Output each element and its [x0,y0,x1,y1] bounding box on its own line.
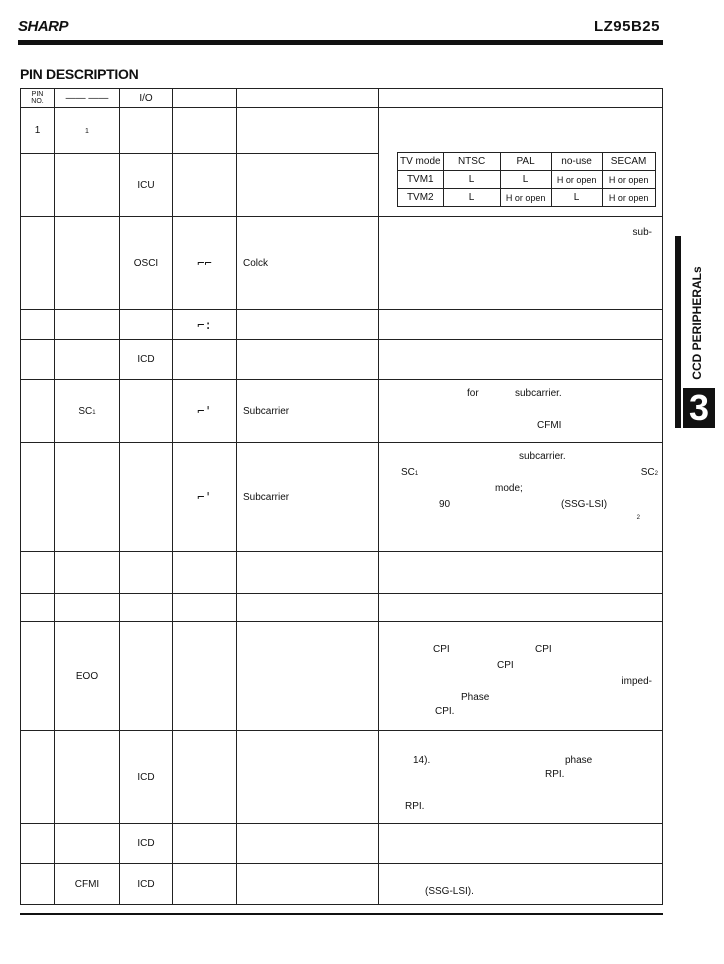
symbol-cell [55,443,120,552]
wave-cell [173,864,237,905]
table-row [21,217,663,310]
symbol-cell: EOO [55,622,120,731]
desc-text: CPI [535,644,552,655]
symbol-cell: CFMI [55,864,120,905]
name-cell [237,340,379,380]
io-cell [120,380,173,443]
desc-text: subcarrier. [519,451,566,462]
symbol-cell [55,154,120,217]
desc-text: subcarrier. [515,388,562,399]
desc-text: phase [565,755,593,766]
header-pin-line1: PIN [31,91,44,98]
desc-text: CPI [433,644,450,655]
symbol-text: 1 [85,128,89,136]
io-cell: ICU [120,154,173,217]
pin-cell [21,217,55,310]
pin-cell [21,443,55,552]
wave-cell [173,594,237,622]
description-cell [379,731,663,824]
part-number: LZ95B25 [593,18,660,35]
desc-text: imped- [621,676,652,687]
description-cell [379,380,663,443]
description-cell [379,594,663,622]
description-cell [379,622,663,731]
name-cell [237,310,379,340]
symbol-cell [55,310,120,340]
name-cell [237,108,379,154]
tv-mode-cell: L [443,189,500,207]
io-cell [120,310,173,340]
name-cell: Subcarrier [237,443,379,552]
desc-text: SC1 [401,467,419,478]
header-pin-line2: NO. [31,98,44,105]
wave-cell [173,154,237,217]
header-symbol: —— —— [55,89,120,108]
tv-mode-cell: H or open [551,171,602,189]
desc-text: 2 [636,515,640,521]
description-cell [379,108,663,217]
description-cell [379,552,663,594]
tv-mode-header-row [398,153,656,171]
table-row [21,310,663,340]
waveform-icon: ⌐: [173,310,237,340]
desc-text: mode; [495,483,523,494]
desc-text: RPI. [405,801,425,812]
pin-cell [21,154,55,217]
tv-mode-cell: TVM1 [398,171,444,189]
name-cell [237,622,379,731]
io-cell: ICD [120,731,173,824]
side-tab-label-text: CCD PERIPHERALs [690,266,704,380]
name-cell: Subcarrier [237,380,379,443]
symbol-cell [55,552,120,594]
desc-text: RPI. [545,769,565,780]
table-row [21,622,663,731]
table-row [21,380,663,443]
name-cell [237,154,379,217]
io-cell [120,622,173,731]
table-row [21,443,663,552]
desc-text: (SSG-LSI). [425,886,474,897]
wave-cell [173,824,237,864]
tv-mode-header: NTSC [443,153,500,171]
header-rule [18,40,663,45]
name-cell [237,594,379,622]
desc-text: SC2 [640,467,658,478]
description-cell [379,824,663,864]
waveform-icon: ⌐⌐ [173,217,237,310]
pin-cell [21,824,55,864]
table-row [21,552,663,594]
symbol-cell [55,108,120,154]
desc-text: 90 [439,499,451,510]
header-description [379,89,663,108]
name-cell: Colck [237,217,379,310]
tv-mode-table [397,152,656,207]
desc-text: CFMI [537,420,562,431]
tv-mode-row [398,189,656,207]
pin-description-table [20,88,663,905]
wave-cell [173,108,237,154]
pin-cell [21,731,55,824]
wave-cell [173,552,237,594]
io-cell [120,594,173,622]
tv-mode-cell: L [443,171,500,189]
tv-mode-cell: H or open [602,171,655,189]
header-pin-no [21,89,55,108]
header-name [237,89,379,108]
symbol-text: SC1 [78,405,96,417]
wave-cell [173,340,237,380]
symbol-cell [55,824,120,864]
description-cell [379,443,663,552]
pin-cell [21,310,55,340]
io-cell [120,443,173,552]
section-title: PIN DESCRIPTION [20,66,139,82]
tv-mode-header: TV mode [398,153,444,171]
io-cell: OSCI [120,217,173,310]
io-cell: ICD [120,864,173,905]
desc-text: sub- [632,227,652,238]
table-header-row [21,89,663,108]
footer-rule [20,913,663,915]
name-cell [237,731,379,824]
wave-cell [173,622,237,731]
tv-mode-header: SECAM [602,153,655,171]
table-row [21,864,663,905]
waveform-icon: ⌐' [173,380,237,443]
symbol-cell [55,340,120,380]
io-cell: ICD [120,340,173,380]
io-cell: ICD [120,824,173,864]
pin-cell [21,622,55,731]
desc-text: (SSG-LSI) [561,499,608,510]
io-cell [120,552,173,594]
desc-text: CPI. [435,706,455,717]
chapter-number: 3 [683,388,715,428]
tv-mode-cell: H or open [500,189,551,207]
pin-cell [21,552,55,594]
brand-logo: SHARP [18,18,69,35]
symbol-cell [55,594,120,622]
tv-mode-header: no-use [551,153,602,171]
desc-text: 14). [413,755,431,766]
tv-mode-cell: L [500,171,551,189]
table-row [21,824,663,864]
side-tab-label [688,260,704,390]
pin-cell: 1 [21,108,55,154]
name-cell [237,824,379,864]
desc-text: Phase [461,692,490,703]
name-cell [237,552,379,594]
description-cell [379,864,663,905]
tv-mode-cell: H or open [602,189,655,207]
name-cell [237,864,379,905]
desc-text: CPI [497,660,514,671]
pin-cell [21,594,55,622]
header-io: I/O [120,89,173,108]
description-cell [379,310,663,340]
pin-cell [21,380,55,443]
symbol-cell [55,380,120,443]
symbol-cell [55,217,120,310]
header-waveform [173,89,237,108]
pin-cell [21,864,55,905]
tv-mode-cell: L [551,189,602,207]
waveform-icon: ⌐' [173,443,237,552]
pin-cell [21,340,55,380]
wave-cell [173,731,237,824]
symbol-cell [55,731,120,824]
side-tab-bar [675,236,681,428]
desc-text: for [467,388,479,399]
tv-mode-cell: TVM2 [398,189,444,207]
tv-mode-header: PAL [500,153,551,171]
description-cell [379,217,663,310]
io-cell [120,108,173,154]
table-row [21,594,663,622]
tv-mode-row [398,171,656,189]
table-row [21,340,663,380]
table-row [21,108,663,154]
table-row [21,731,663,824]
description-cell [379,340,663,380]
